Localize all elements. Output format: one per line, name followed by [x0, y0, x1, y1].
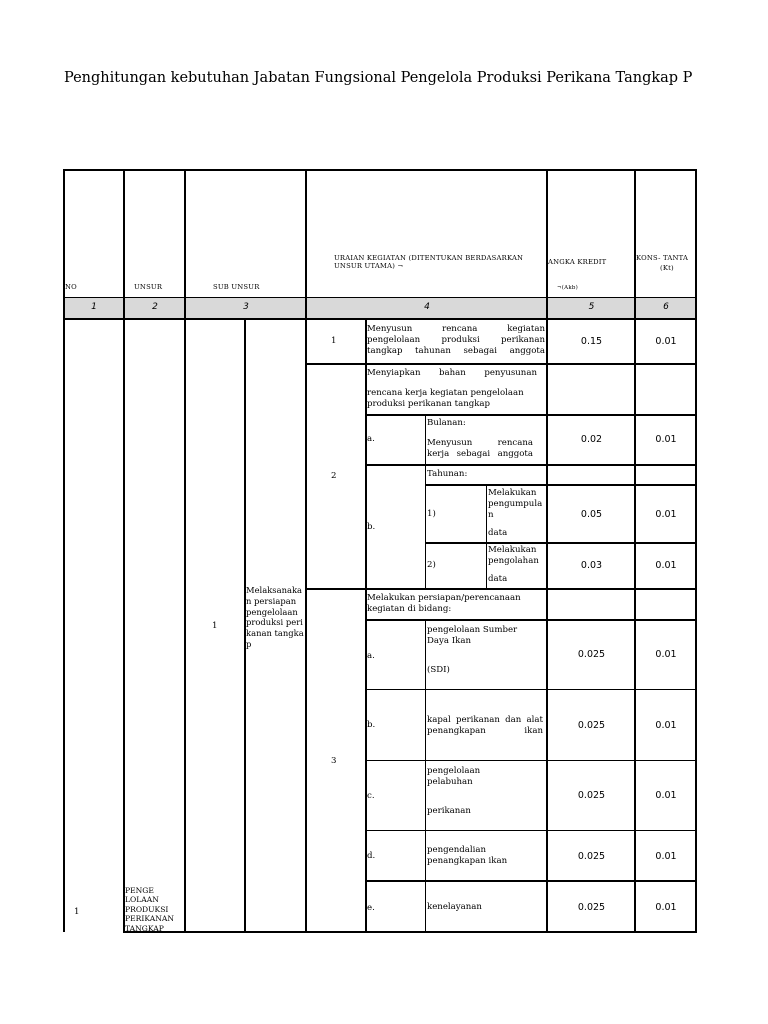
item-text: Menyusun rencana kegiatan pengelolaan produksi perikanan tangkap tahunan sebagai anggota	[367, 324, 545, 356]
col-number: 5	[588, 302, 595, 312]
page-title: Penghitungan kebutuhan Jabatan Fungsional Pengelola Produksi Perikana Tangkap P	[64, 70, 693, 86]
row-line	[425, 542, 697, 544]
row-line	[365, 464, 697, 466]
header-sub-unsur: SUB UNSUR	[213, 283, 260, 291]
sub-sub-text: Melakukan pengumpulan	[488, 488, 543, 520]
sub-text: perikanan	[427, 806, 471, 816]
row-line	[365, 830, 697, 831]
col-line	[486, 485, 487, 589]
col-number: 2	[152, 302, 158, 312]
sub-text: pengelolaan Sumber Daya Ikan	[427, 625, 518, 646]
row-line	[365, 414, 697, 416]
item-number: 2	[331, 471, 337, 481]
col-line	[184, 169, 186, 933]
sub-sub-number: 2)	[427, 560, 436, 570]
sub-title: Bulanan:	[427, 418, 466, 428]
header-konstanta-sub: (Kt)	[660, 264, 674, 272]
sub-unsur-value: Melaksanakan persiapan pengelolaan produksi perikanan tangkap	[246, 585, 304, 649]
konstanta-value: 0.01	[655, 336, 677, 347]
col-line	[305, 169, 307, 933]
sub-text: pengendalian penangkapan ikan	[427, 845, 508, 866]
table-border-right	[695, 169, 697, 933]
col-number: 4	[424, 302, 430, 312]
row-number: 1	[74, 907, 80, 917]
header-angka-kredit: ANGKA KREDIT	[548, 258, 607, 266]
col-line	[425, 620, 426, 932]
col-line	[365, 319, 367, 933]
konstanta-value: 0.01	[655, 509, 677, 520]
row-line	[305, 363, 697, 365]
col-line	[425, 415, 426, 589]
item-number: 3	[331, 756, 337, 766]
konstanta-value: 0.01	[655, 560, 677, 571]
header-uraian: URAIAN KEGIATAN (DITENTUKAN BERDASARKAN UNSUR UTAMA) ¬	[334, 254, 524, 271]
item-text: Menyiapkan bahan penyusunan	[367, 368, 537, 378]
header-no: NO	[65, 283, 77, 291]
angka-kredit-value: 0.05	[580, 509, 603, 520]
col-number: 3	[243, 302, 249, 312]
col-line	[634, 169, 636, 933]
konstanta-value: 0.01	[655, 649, 677, 660]
row-line	[365, 619, 697, 621]
sub-sub-text: data	[488, 528, 508, 538]
sub-text: Menyusun rencana kerja sebagai anggota	[427, 438, 533, 459]
col-line	[123, 169, 125, 933]
konstanta-value: 0.01	[655, 902, 677, 913]
row-line	[425, 484, 697, 486]
sub-letter: c.	[367, 791, 375, 801]
sub-letter: a.	[367, 651, 375, 661]
angka-kredit-value: 0.15	[580, 336, 603, 347]
row-line	[365, 880, 697, 882]
angka-kredit-value: 0.025	[577, 720, 606, 731]
header-unsur: UNSUR	[134, 283, 163, 291]
sub-text: pengelolaan pelabuhan	[427, 766, 481, 787]
konstanta-value: 0.01	[655, 434, 677, 445]
sub-letter: b.	[367, 720, 376, 730]
item-text: rencana kerja kegiatan pengelolaan produksi perikanan tangkap	[367, 388, 524, 409]
angka-kredit-value: 0.025	[577, 902, 606, 913]
angka-kredit-value: 0.025	[577, 790, 606, 801]
numbers-bottom-line	[63, 318, 697, 320]
angka-kredit-value: 0.03	[580, 560, 603, 571]
header-angka-kredit-sub: ¬(Akb)	[557, 285, 578, 291]
sub-title: Tahunan:	[427, 469, 468, 479]
col-number: 6	[663, 302, 669, 312]
header-konstanta: KONS- TANTA	[636, 254, 689, 262]
sub-sub-text: data	[488, 574, 508, 584]
col-line	[546, 169, 548, 933]
angka-kredit-value: 0.025	[577, 649, 606, 660]
row-line	[365, 689, 697, 690]
angka-kredit-value: 0.02	[580, 434, 603, 445]
sub-letter: b.	[367, 522, 376, 532]
konstanta-value: 0.01	[655, 790, 677, 801]
konstanta-value: 0.01	[655, 720, 677, 731]
sub-text: kapal perikanan dan alat penangkapan ikan	[427, 715, 543, 736]
angka-kredit-value: 0.025	[577, 851, 606, 862]
sub-letter: e.	[367, 903, 375, 913]
sub-unsur-number: 1	[212, 621, 218, 631]
row-line	[305, 588, 697, 590]
sub-letter: d.	[367, 851, 376, 861]
row-line	[124, 931, 697, 933]
col-number: 1	[91, 302, 97, 312]
header-bottom-line	[63, 297, 697, 298]
item-text: Melakukan persiapan/perencanaan kegiatan di bidang:	[367, 593, 521, 614]
sub-sub-text: Melakukan pengolahan	[488, 545, 539, 566]
row-line	[365, 760, 697, 761]
sub-sub-number: 1)	[427, 509, 436, 519]
table-border-top	[63, 169, 697, 171]
unsur-value: PENGE LOLAAN PRODUKSI PERIKANAN TANGKAP	[125, 886, 174, 931]
sub-letter: a.	[367, 434, 375, 444]
item-number: 1	[331, 336, 337, 346]
sub-text: kenelayanan	[427, 902, 482, 912]
sub-text: (SDI)	[427, 665, 450, 675]
konstanta-value: 0.01	[655, 851, 677, 862]
